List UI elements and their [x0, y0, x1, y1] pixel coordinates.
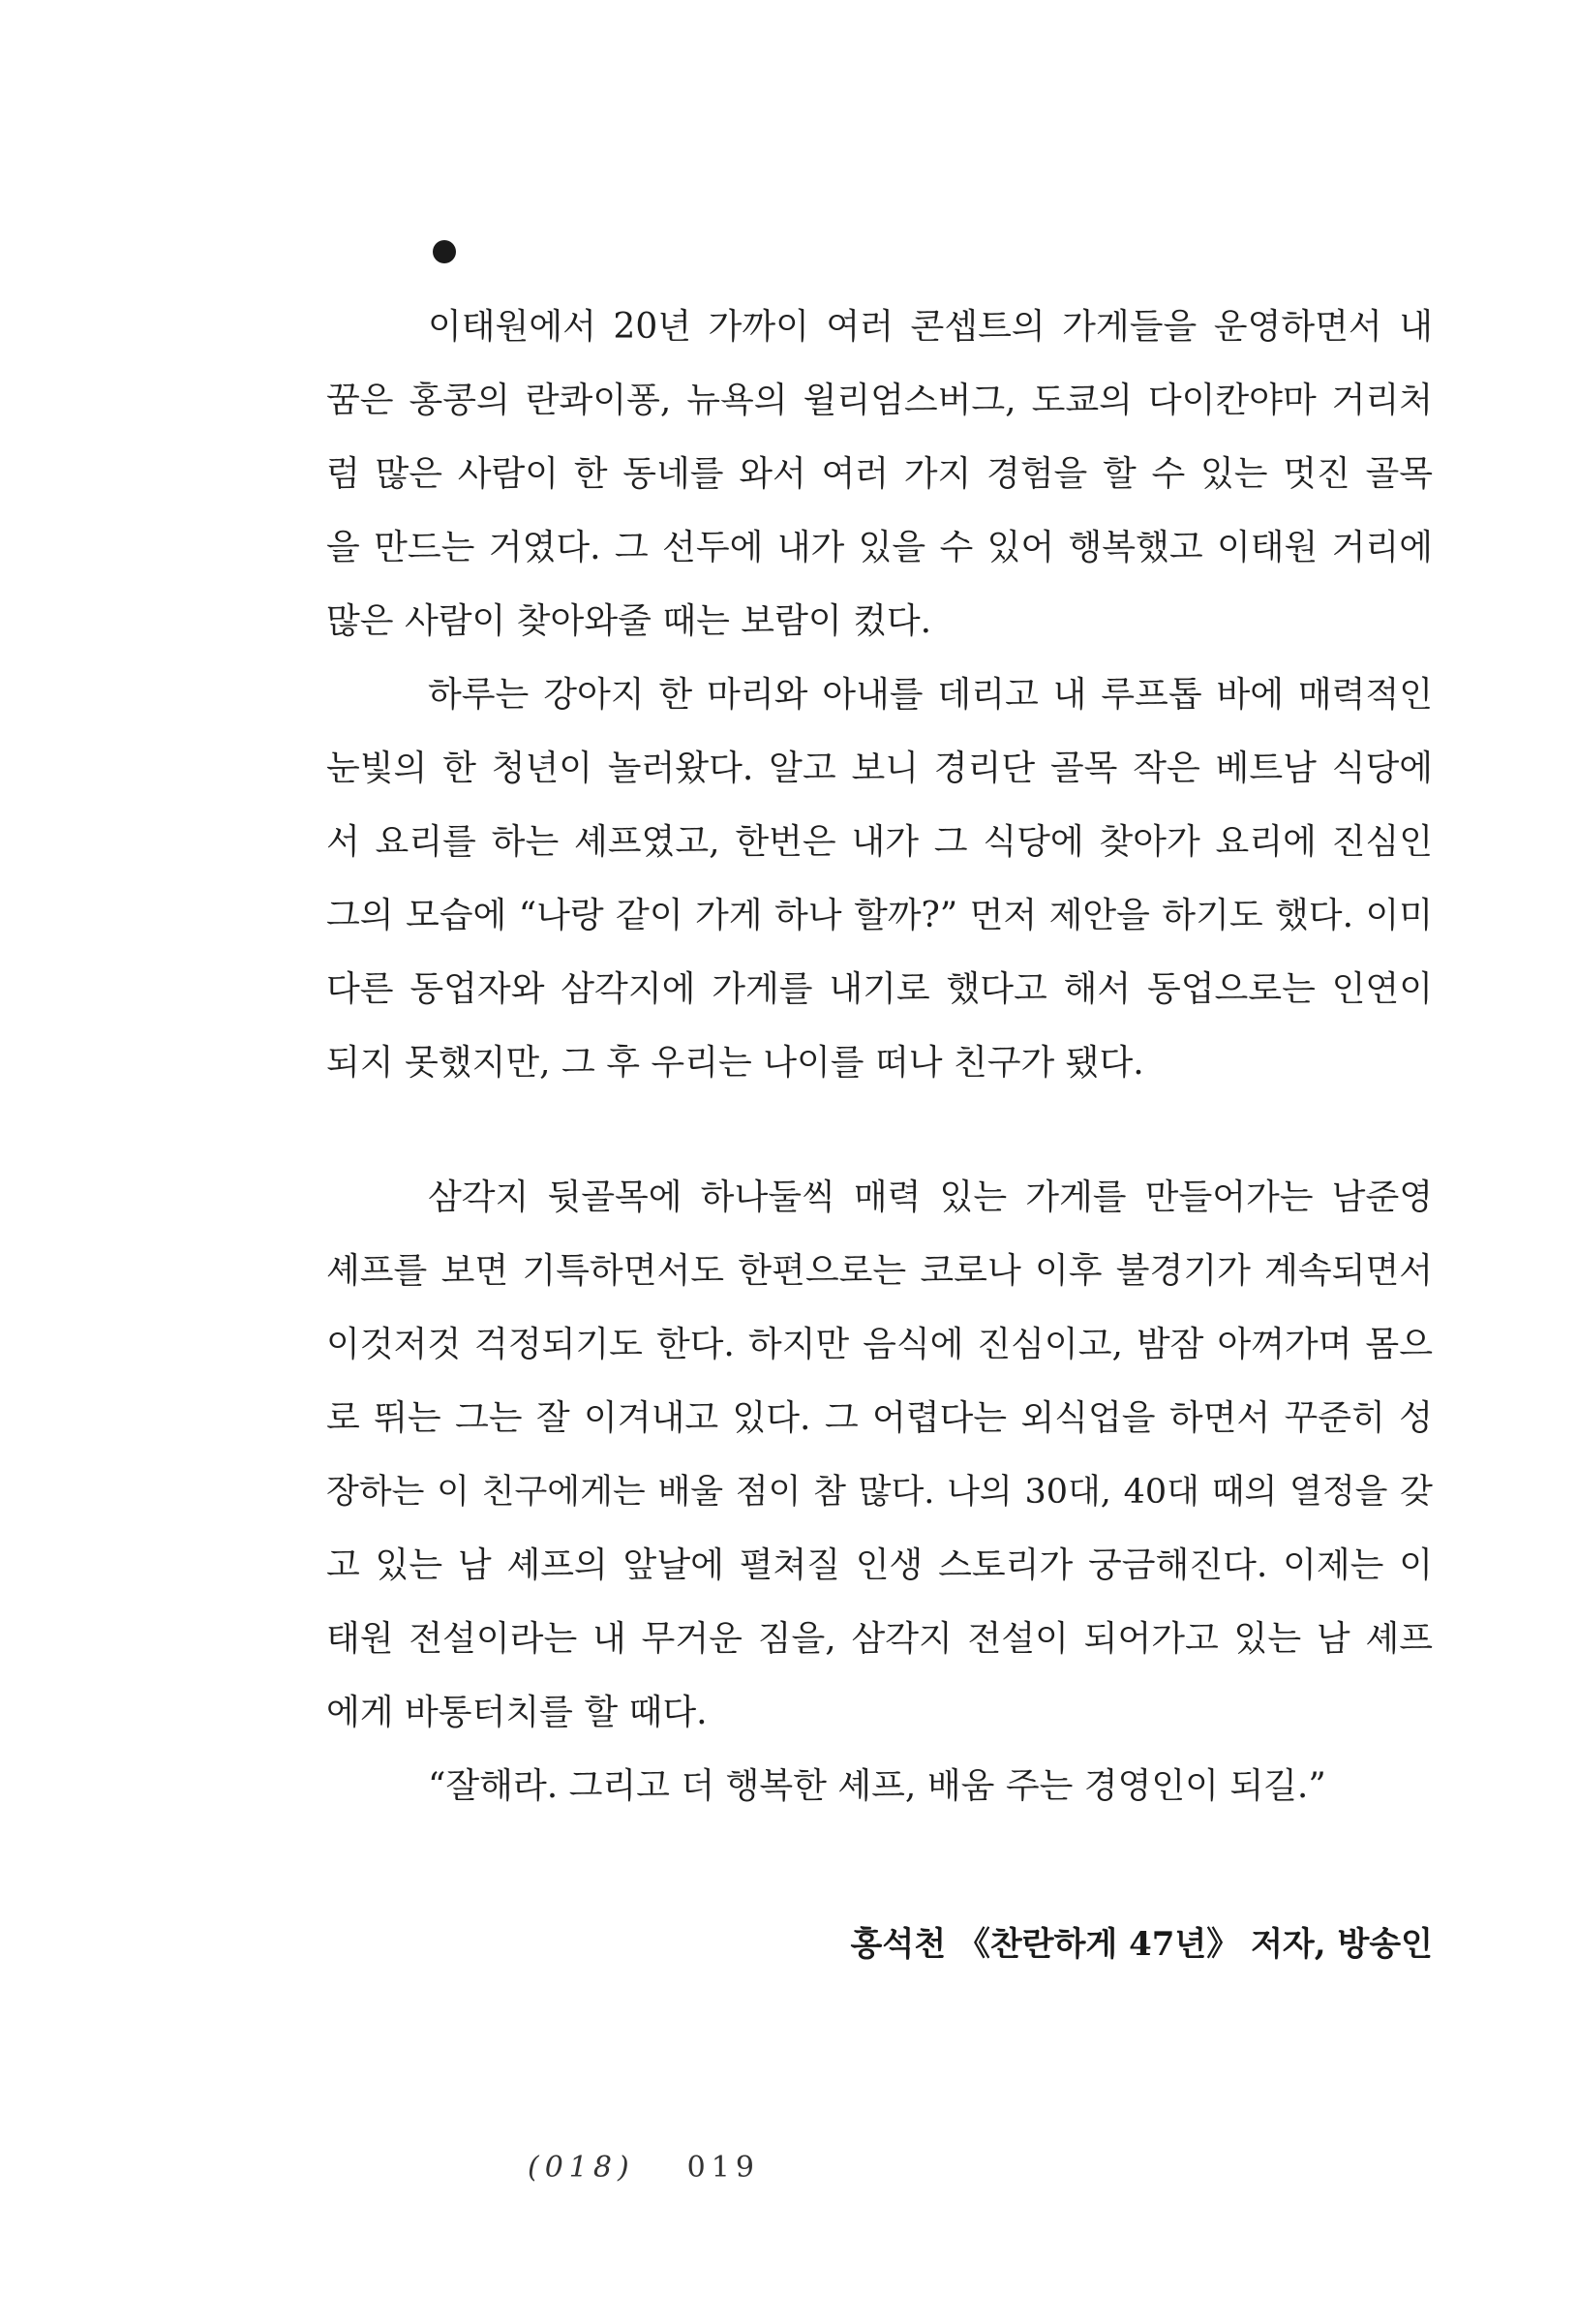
body-text-part2: [326, 1161, 1433, 1823]
section-bullet: [433, 240, 456, 263]
text-line: 서 요리를 하는 셰프였고, 한번은 내가 그 식당에 찾아가 요리에 진심인: [326, 822, 1433, 862]
text-line: 되지 못했지만, 그 후 우리는 나이를 떠나 친구가 됐다.: [326, 1043, 1144, 1083]
text-line: 고 있는 남 셰프의 앞날에 펼쳐질 인생 스토리가 궁금해진다. 이제는 이: [326, 1545, 1433, 1585]
text-line: 꿈은 홍콩의 란콰이퐁, 뉴욕의 윌리엄스버그, 도쿄의 다이칸야마 거리처: [326, 381, 1433, 420]
text-line: 이것저것 걱정되기도 한다. 하지만 음식에 진심이고, 밤잠 아껴가며 몸으: [326, 1325, 1433, 1364]
text-line: 로 뛰는 그는 잘 이겨내고 있다. 그 어렵다는 외식업을 하면서 꾸준히 성: [326, 1398, 1433, 1438]
page-number-left: (018): [528, 2151, 635, 2185]
text-line: 럼 많은 사람이 한 동네를 와서 여러 가지 경험을 할 수 있는 멋진 골목: [326, 454, 1433, 494]
text-line: 다른 동업자와 삼각지에 가게를 내기로 했다고 해서 동업으로는 인연이: [326, 969, 1433, 1009]
text-line: 을 만드는 거였다. 그 선두에 내가 있을 수 있어 행복했고 이태원 거리에: [326, 528, 1433, 567]
page-numbers: [528, 2144, 760, 2192]
body-text-part1: [326, 290, 1433, 1100]
text-line: 이태원에서 20년 가까이 여러 콘셉트의 가게들을 운영하면서 내: [428, 307, 1433, 347]
text-line: “잘해라. 그리고 더 행복한 셰프, 배움 주는 경영인이 되길.”: [428, 1766, 1326, 1806]
text-line: 눈빛의 한 청년이 놀러왔다. 알고 보니 경리단 골목 작은 베트남 식당에: [326, 749, 1433, 788]
text-line: 그의 모습에 “나랑 같이 가게 하나 할까?” 먼저 제안을 하기도 했다. 이미: [326, 896, 1433, 935]
page-number-right: 019: [686, 2151, 760, 2185]
text-line: 태원 전설이라는 내 무거운 짐을, 삼각지 전설이 되어가고 있는 남 셰프: [326, 1619, 1433, 1659]
text-line: 많은 사람이 찾아와줄 때는 보람이 컸다.: [326, 601, 932, 641]
text-line: 셰프를 보면 기특하면서도 한편으로는 코로나 이후 불경기가 계속되면서: [326, 1251, 1433, 1291]
text-line: 하루는 강아지 한 마리와 아내를 데리고 내 루프톱 바에 매력적인: [428, 675, 1433, 715]
text-line: 에게 바통터치를 할 때다.: [326, 1693, 708, 1732]
text-line: 삼각지 뒷골목에 하나둘씩 매력 있는 가게를 만들어가는 남준영: [428, 1177, 1433, 1217]
text-line: 장하는 이 친구에게는 배울 점이 참 많다. 나의 30대, 40대 때의 열정을 갖: [326, 1473, 1433, 1512]
author-signature: 홍석천 《찬란하게 47년》 저자, 방송인: [850, 1925, 1433, 1964]
